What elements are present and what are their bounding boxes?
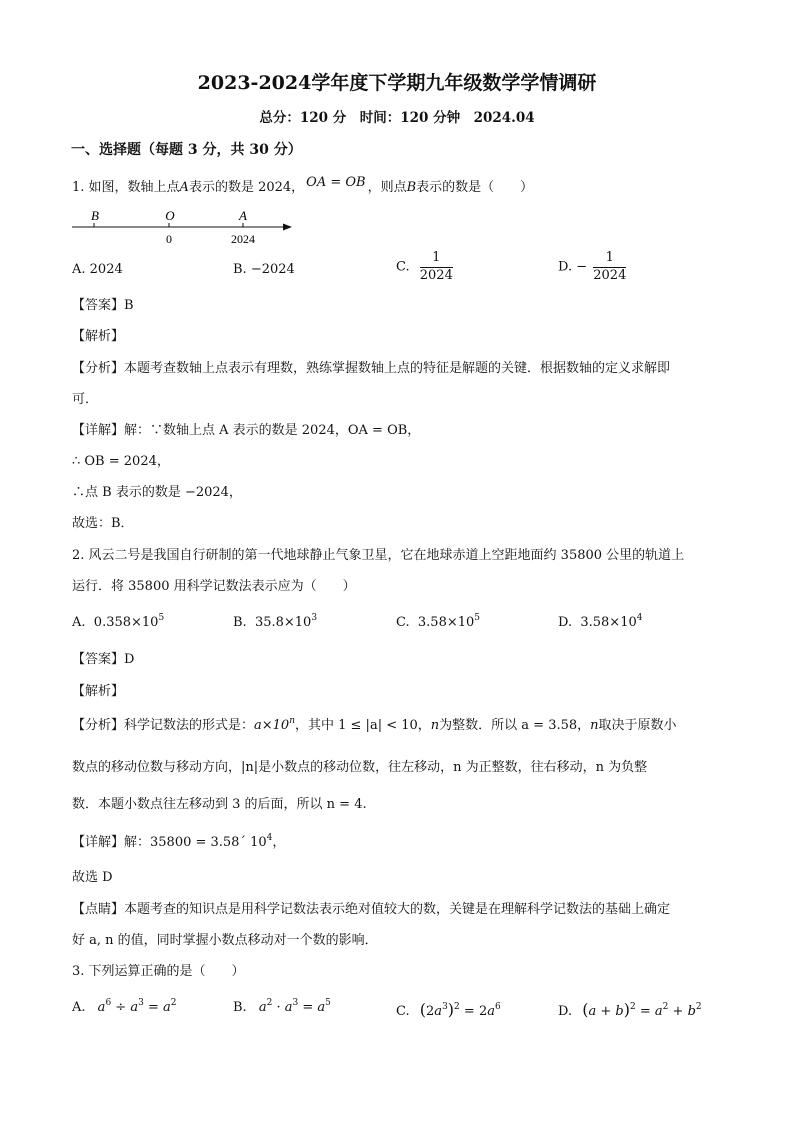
denominator: 2024 [419, 267, 453, 283]
q1-detail-step: ∴ OB = 2024， [72, 454, 170, 469]
option-value: 0.358×10 [93, 615, 159, 630]
exponent: 4 [266, 833, 273, 843]
q1-stem [72, 175, 534, 196]
page-title: 2023-2024学年度下学期九年级数学学情调研 [197, 72, 597, 94]
q3-option-a [72, 1000, 177, 1016]
denominator: 2024 [593, 267, 627, 283]
q2-option-c [396, 615, 480, 631]
q1-fenxi: 【分析】本题考查数轴上点表示有理数，熟练掌握数轴上点的特征是解题的关键．根据数轴的定义求解即 [72, 361, 671, 376]
label-a: A [239, 208, 247, 223]
option-value: 3.58×10 [580, 615, 637, 630]
option-label: B. [233, 1000, 247, 1015]
q2-fenxi-cont: 数．本题小数点往左移动到 3 的后面，所以 n = 4. [72, 797, 367, 812]
math-variable: n [430, 718, 440, 733]
label-zero: 0 [166, 232, 172, 246]
q3-option-b [233, 1000, 331, 1016]
math-variable: n [590, 718, 599, 733]
q1-stem-part: 1. 如图，数轴上点 [72, 180, 180, 195]
q1-detail: 【详解】解：∵数轴上点 A 表示的数是 2024，OA = OB， [72, 423, 421, 438]
q1-option-a: A. 2024 [72, 262, 123, 277]
numerator: 1 [420, 250, 453, 268]
option-label: C. [396, 1004, 410, 1019]
exponent: n [289, 716, 295, 726]
text-part: 为整数．所以 a = 3.58， [439, 718, 591, 733]
option-label: A. [72, 1000, 86, 1015]
q1-choice: 故选：B． [72, 516, 134, 531]
option-label: D. [558, 615, 573, 630]
option-label: C. [396, 259, 410, 275]
q2-answer: 【答案】D [72, 652, 135, 667]
text-part: 【分析】科学记数法的形式是： [72, 718, 255, 733]
math-expression: a×10 [254, 718, 290, 733]
q1-analysis-heading: 【解析】 [72, 329, 125, 344]
text-part: 取决于原数小 [598, 718, 677, 733]
q2-detail [72, 835, 285, 851]
q1-stem-part: 表示的数是 2024， [188, 180, 305, 195]
option-value: 35.8×10 [254, 615, 312, 630]
option-label: D. [558, 1004, 573, 1019]
option-value: 3.58×10 [417, 615, 475, 630]
exponent: 5 [474, 613, 481, 623]
q2-choice: 故选 D [72, 870, 113, 885]
fraction [420, 250, 453, 285]
q2-fenxi [72, 718, 677, 734]
q1-stem-part: 表示的数是（ ） [416, 180, 534, 195]
q1-fenxi-cont: 可． [72, 392, 99, 407]
q1-point-b: B [406, 180, 417, 195]
exponent: 3 [311, 613, 318, 623]
q2-analysis-heading: 【解析】 [72, 684, 125, 699]
option-label: C. [396, 615, 410, 630]
q2-option-a [72, 615, 164, 631]
q1-answer: 【答案】B [72, 298, 134, 313]
q1-option-c [396, 250, 453, 285]
q1-stem-part: ，则点 [367, 180, 407, 195]
number-line-figure [68, 205, 298, 249]
section-heading: 一、选择题（每题 3 分，共 30 分） [71, 142, 302, 158]
q2-fenxi-cont: 数点的移动位数与移动方向，|n|是小数点的移动位数，往左移动，n 为正整数，往右移动，n 为负整 [72, 760, 648, 775]
math-expression: $(a + b)^2 = a^2 + b^2$ [582, 1000, 702, 1019]
text-part: ，其中 1 ≤ |a| < 10， [295, 718, 431, 733]
q3-stem: 3. 下列运算正确的是（ ） [72, 964, 245, 979]
q1-option-b: B. −2024 [233, 262, 295, 277]
math-expression: $(2a^3)^2 = 2a^6$ [419, 1000, 501, 1019]
math-expression: $a^2 \cdot a^3 = a^5$ [258, 998, 331, 1015]
label-b: B [91, 208, 99, 223]
numerator: 1 [593, 250, 626, 268]
exponent: 4 [636, 613, 643, 623]
q2-stem-cont: 运行．将 35800 用科学记数法表示应为（ ） [72, 579, 356, 594]
label-2024: 2024 [231, 232, 255, 246]
q1-point-a: A [179, 180, 189, 195]
exam-info: 总分：120 分 时间：120 分钟 2024.04 [259, 110, 535, 126]
label-o: O [165, 208, 175, 223]
option-label: D. − [558, 259, 588, 275]
q3-option-d [558, 1000, 702, 1020]
q1-option-d [558, 250, 626, 285]
q2-dianjing-cont: 好 a, n 的值，同时掌握小数点移动对一个数的影响． [72, 933, 378, 948]
fraction [593, 250, 626, 285]
q2-dianjing: 【点睛】本题考查的知识点是用科学记数法表示绝对值较大的数，关键是在理解科学记数法的基础上确定 [72, 902, 671, 917]
q2-option-d [558, 615, 642, 631]
text-part: 【详解】解：35800 = 3.58´ 10 [72, 835, 267, 850]
option-label: A. [72, 615, 86, 630]
q1-equation: OA = OB [306, 175, 366, 190]
q3-option-c [396, 1000, 501, 1020]
q2-option-b [233, 615, 317, 631]
number-line-arrow [283, 224, 292, 231]
text-part: ， [272, 835, 286, 850]
q2-stem: 2. 风云二号是我国自行研制的第一代地球静止气象卫星，它在地球赤道上空距地面约 35800 公里的轨道上 [72, 548, 685, 563]
q1-detail-step: ∴点 B 表示的数是 −2024， [72, 485, 242, 500]
math-expression: $a^6 \div a^3 = a^2$ [97, 998, 177, 1015]
exponent: 5 [158, 613, 165, 623]
option-label: B. [233, 615, 247, 630]
